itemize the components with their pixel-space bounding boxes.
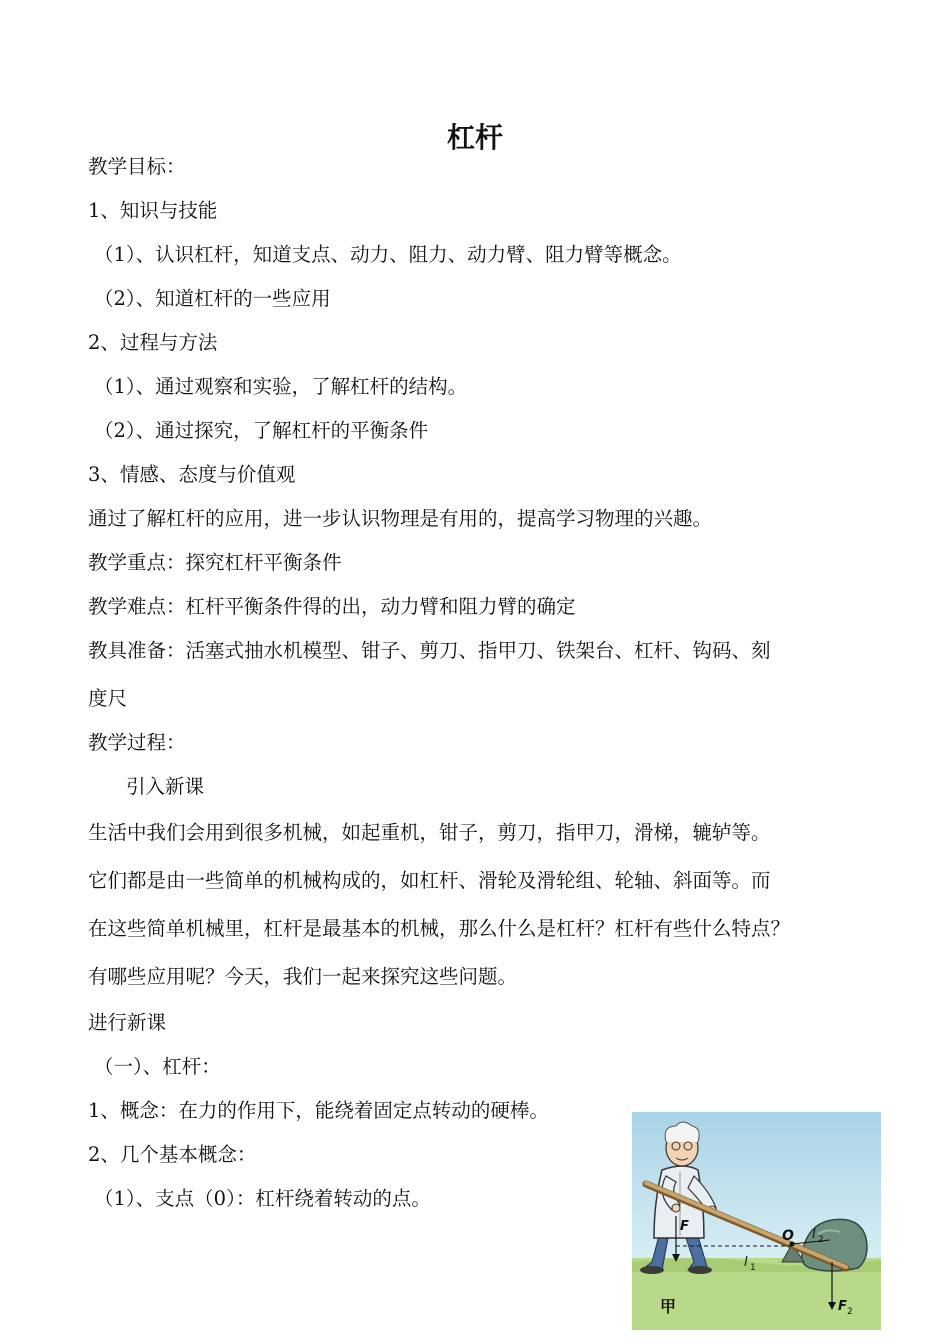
section-heading-objectives: 教学目标： (88, 155, 186, 178)
paragraph-line: 在这些简单机械里，杠杆是最基本的机械，那么什么是杠杆？杠杆有些什么特点？ (88, 917, 791, 940)
subheading-introduction: 引入新课 (126, 775, 205, 798)
arm1-label: l (744, 1255, 748, 1270)
section-heading-process: 教学过程： (88, 731, 186, 754)
key-point: 教学重点：探究杠杆平衡条件 (88, 551, 342, 574)
paragraph-line: 有哪些应用呢？今天，我们一起来探究这些问题。 (88, 965, 518, 988)
paragraph-line: 它们都是由一些简单的机械构成的，如杠杆、滑轮及滑轮组、轮轴、斜面等。而 (88, 869, 771, 892)
subheading-new-lesson: 进行新课 (88, 1011, 167, 1034)
lever-illustration (632, 1112, 881, 1330)
teaching-aids: 教具准备：活塞式抽水机模型、钳子、剪刀、指甲刀、铁架台、杠杆、钩码、刻 (88, 639, 771, 662)
arm1-subscript: 1 (750, 1263, 756, 1273)
objective-item: （2）、通过探究，了解杠杆的平衡条件 (94, 419, 429, 442)
objective-item: （1）、认识杠杆，知道支点、动力、阻力、动力臂、阻力臂等概念。 (94, 243, 682, 266)
force2-subscript: 2 (847, 1307, 853, 1317)
force2-label: F (838, 1299, 847, 1314)
subheading-lever: （一）、杠杆： (94, 1055, 221, 1078)
arm2-subscript: 2 (818, 1235, 824, 1245)
difficult-point: 教学难点：杠杆平衡条件得的出，动力臂和阻力臂的确定 (88, 595, 576, 618)
subheading-attitude-values: 3、情感、态度与价值观 (88, 463, 296, 486)
definition-line: 1、概念：在力的作用下，能绕着固定点转动的硬棒。 (88, 1099, 549, 1122)
paragraph-line: 生活中我们会用到很多机械，如起重机，钳子，剪刀，指甲刀，滑梯，辘轳等。 (88, 821, 771, 844)
paragraph: 通过了解杠杆的应用，进一步认识物理是有用的，提高学习物理的兴趣。 (88, 507, 713, 530)
teaching-aids-continued: 度尺 (88, 687, 128, 710)
arm2-label: l (812, 1227, 816, 1242)
figure-caption: 甲 (660, 1297, 677, 1316)
subheading-basic-concepts: 2、几个基本概念： (88, 1143, 257, 1166)
objective-item: （2）、知道杠杆的一些应用 (94, 287, 331, 310)
subheading-process-method: 2、过程与方法 (88, 331, 218, 354)
concept-item: （1）、支点（0）：杠杆绕着转动的点。 (94, 1187, 431, 1210)
subheading-knowledge-skills: 1、知识与技能 (88, 199, 218, 222)
force-label: F (680, 1219, 689, 1234)
page-title: 杠杆 (446, 121, 503, 154)
objective-item: （1）、通过观察和实验，了解杠杆的结构。 (94, 375, 468, 398)
pivot-label: O (782, 1228, 794, 1244)
